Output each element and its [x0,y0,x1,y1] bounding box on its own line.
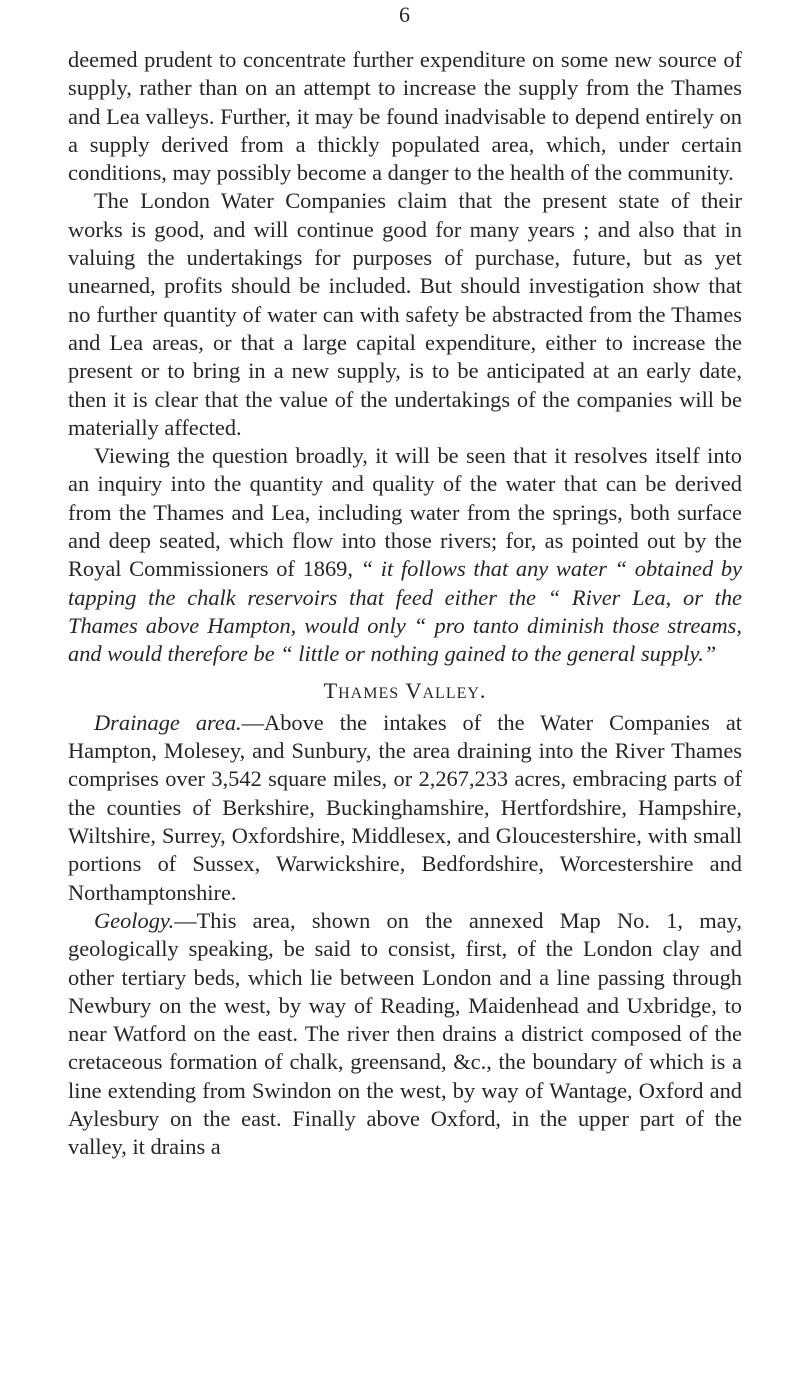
paragraph-geology [68,907,742,1162]
drainage-area-label: Drainage area. [94,709,242,735]
geology-text: —This area, shown on the annexed Map No. 1, may, geologically speaking, be said to consist, first, of the London clay and other tertiary beds, which lie between London and a line passing through Newbury on the west, by way of Reading, Maidenhead and Uxbridge, to near Watford on the east. The river then drains a district composed of the cretaceous formation of chalk, greensand, &c., the boundary of which is a line extending from Swindon on the west, by way of Wantage, Oxford and Aylesbury on the east. Finally above Oxford, in the upper part of the valley, it drains a [68,907,742,1160]
page-body [68,46,742,1162]
paragraph-water-companies-claim: The London Water Companies claim that the present state of their works is good, and will continue good for many years ; and also that in valuing the undertakings for purposes of purchase, future, but as yet unearned, profits should be included. But should investigation show that no further quantity of water can with safety be abstracted from the Thames and Lea areas, or that a large capital expenditure, either to increase the present or to bring in a new supply, is to be anticipated at an early date, then it is clear that the value of the undertakings of the companies will be materially affected. [68,188,742,440]
section-heading-thames-valley: Thames Valley. [323,677,487,703]
paragraph-viewing-question [68,442,742,668]
paragraph-viewing-intro: Viewing the question broadly, it will be seen that it resolves itself into an inquiry into the quantity and quality of the water that can be derived from the Thames and Lea, including water from the springs, both surface and deep seated, which flow into those rivers; for, as pointed out by the Royal Commissioners of 1869, [68,443,742,582]
paragraph-continuation: deemed prudent to concentrate further expenditure on some new source of supply, rather than on an attempt to increase the supply from the Thames and Lea valleys. Further, it may be found inadvisable to depend entirely on a supply derived from a thickly populated area, which, under certain conditions, may possibly become a danger to the health of the community. [68,47,742,186]
paragraph-drainage-area [68,709,742,907]
drainage-area-text: —Above the intakes of the Water Companies at Hampton, Molesey, and Sunbury, the area draining into the River Thames comprises over 3,542 square miles, or 2,267,233 acres, embracing parts of the counties of Berkshire, Buckinghamshire, Hertfordshire, Hampshire, Wiltshire, Surrey, Oxfordshire, Middlesex, and Gloucestershire, with small portions of Sussex, Warwickshire, Bedfordshire, Worcestershire and Northamptonshire. [68,709,742,905]
royal-commission-quote: “ it follows that any water “ obtained by tapping the chalk reservoirs that feed either the “ River Lea, or the Thames above Hampton, would only “ pro tanto diminish those streams, and would therefore be “ little or nothing gained to the general supply.” [68,556,742,667]
page-number: 6 [399,2,411,27]
geology-label: Geology. [94,907,175,933]
book-page [68,0,742,1395]
